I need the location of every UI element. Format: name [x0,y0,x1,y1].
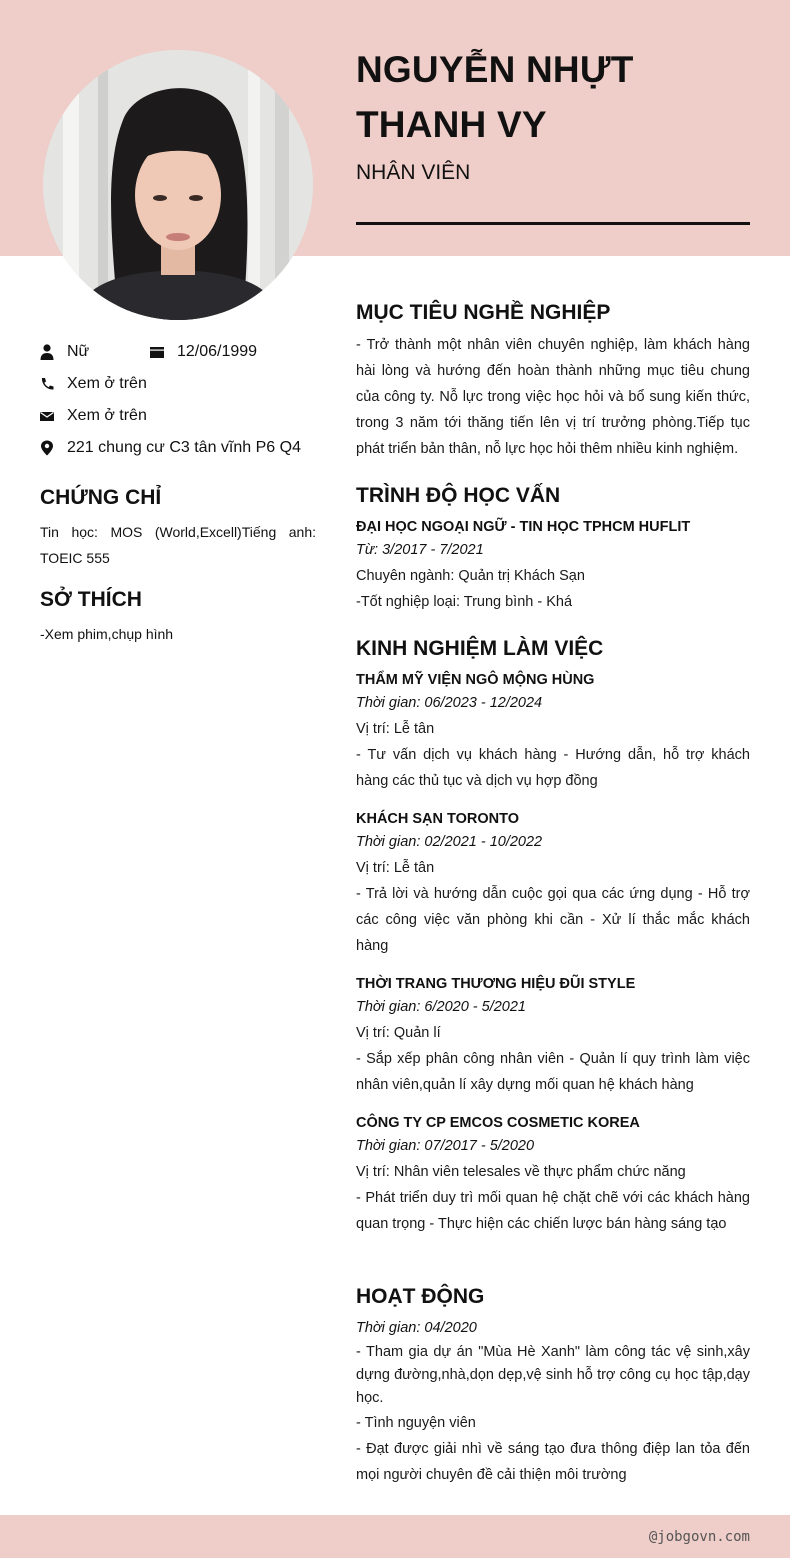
certificates-heading: CHỨNG CHỈ [40,486,162,509]
education-major: Chuyên ngành: Quản trị Khách Sạn [356,568,585,584]
activities-line: - Tình nguyện viên [356,1415,476,1431]
gender-row [40,343,89,361]
phone-value: Xem ở trên [67,375,147,392]
certificates-text: Tin học: MOS (World,Excell)Tiếng anh: TOEIC 555 [40,524,316,566]
phone-row [40,375,147,393]
job-position: Vị trí: Lễ tân [356,721,435,737]
portrait-illustration [43,50,313,320]
job-time: Thời gian: 07/2017 - 5/2020 [356,1138,535,1154]
birthday-value: 12/06/1999 [177,343,258,360]
candidate-name: NGUYỄN NHỰT THANH VY [356,49,634,145]
activities-line: - Tham gia dự án "Mùa Hè Xanh" làm công tác vệ sinh,xây dựng đường,nhà,dọn dẹp,vệ sinh hỗ trợ công cụ học tập,dạy học. [356,1344,750,1406]
address-row [40,439,301,457]
job-time: Thời gian: 6/2020 - 5/2021 [356,999,526,1015]
job-position: Vị trí: Nhân viên telesales về thực phẩm chức năng [356,1164,686,1180]
footer-band [0,1515,790,1558]
education-heading: TRÌNH ĐỘ HỌC VẤN [356,484,561,507]
candidate-role: NHÂN VIÊN [356,161,471,184]
activities-time: Thời gian: 04/2020 [356,1320,477,1336]
objective-heading: MỤC TIÊU NGHỀ NGHIỆP [356,301,611,324]
education-school: ĐẠI HỌC NGOẠI NGỮ - TIN HỌC TPHCM HUFLIT [356,519,691,535]
location-pin-icon [40,440,54,456]
address-value: 221 chung cư C3 tân vĩnh P6 Q4 [67,439,301,456]
hobbies-text: -Xem phim,chụp hình [40,626,174,642]
email-value: Xem ở trên [67,407,147,424]
job-org: THỜI TRANG THƯƠNG HIỆU ĐŨI STYLE [356,976,636,992]
phone-icon [40,376,54,392]
calendar-icon [150,344,164,360]
job-description: - Phát triển duy trì mối quan hệ chặt chẽ với các khách hàng quan trọng - Thực hiện các chiến lược bán hàng sáng tạo [356,1190,750,1232]
job-time: Thời gian: 06/2023 - 12/2024 [356,695,543,711]
footer-watermark: @jobgovn.com [648,1529,750,1545]
job-position: Vị trí: Quản lí [356,1025,441,1041]
job-org: THẨM MỸ VIỆN NGÔ MỘNG HÙNG [356,672,595,688]
profile-photo [43,50,313,320]
job-org: CÔNG TY CP EMCOS COSMETIC KOREA [356,1115,640,1131]
education-grade: -Tốt nghiệp loại: Trung bình - Khá [356,594,573,610]
email-row [40,407,147,425]
job-position: Vị trí: Lễ tân [356,860,435,876]
job-description: - Sắp xếp phân công nhân viên - Quản lí quy trình làm việc nhân viên,quản lí xây dựng mối quan hệ khách hàng [356,1051,750,1093]
birthday-row [150,343,257,361]
education-time: Từ: 3/2017 - 7/2021 [356,542,484,558]
envelope-icon [40,408,54,424]
activities-line: - Đạt được giải nhì về sáng tạo đưa thông điệp lan tỏa đến mọi người chuyên đề cải thiện môi trường [356,1441,750,1483]
hobbies-heading: SỞ THÍCH [40,588,142,611]
activities-heading: HOẠT ĐỘNG [356,1285,485,1308]
job-description: - Tư vấn dịch vụ khách hàng - Hướng dẫn, hỗ trợ khách hàng các thủ tục và dịch vụ hợp đồng [356,747,750,789]
job-time: Thời gian: 02/2021 - 10/2022 [356,834,543,850]
experience-heading: KINH NGHIỆM LÀM VIỆC [356,637,604,660]
job-org: KHÁCH SẠN TORONTO [356,811,519,827]
job-description: - Trả lời và hướng dẫn cuộc gọi qua các ứng dụng - Hỗ trợ các công việc văn phòng khi cần - Xử lí thắc mắc khách hàng [356,886,750,954]
header-divider [356,222,750,225]
objective-text: - Trở thành một nhân viên chuyên nghiệp, làm khách hàng hài lòng và hướng đến hoàn thành những mục tiêu chung của công ty. Nỗ lực trong việc học hỏi và bổ sung kiến thức, trong 3 năm tới thăng tiến lên vị trí trưởng phòng.Tiếp tục phát triển bản thân, nỗ lực học hỏi thêm nhiều kinh nghiệm. [356,337,750,457]
person-icon [40,344,54,360]
gender-value: Nữ [67,343,90,360]
